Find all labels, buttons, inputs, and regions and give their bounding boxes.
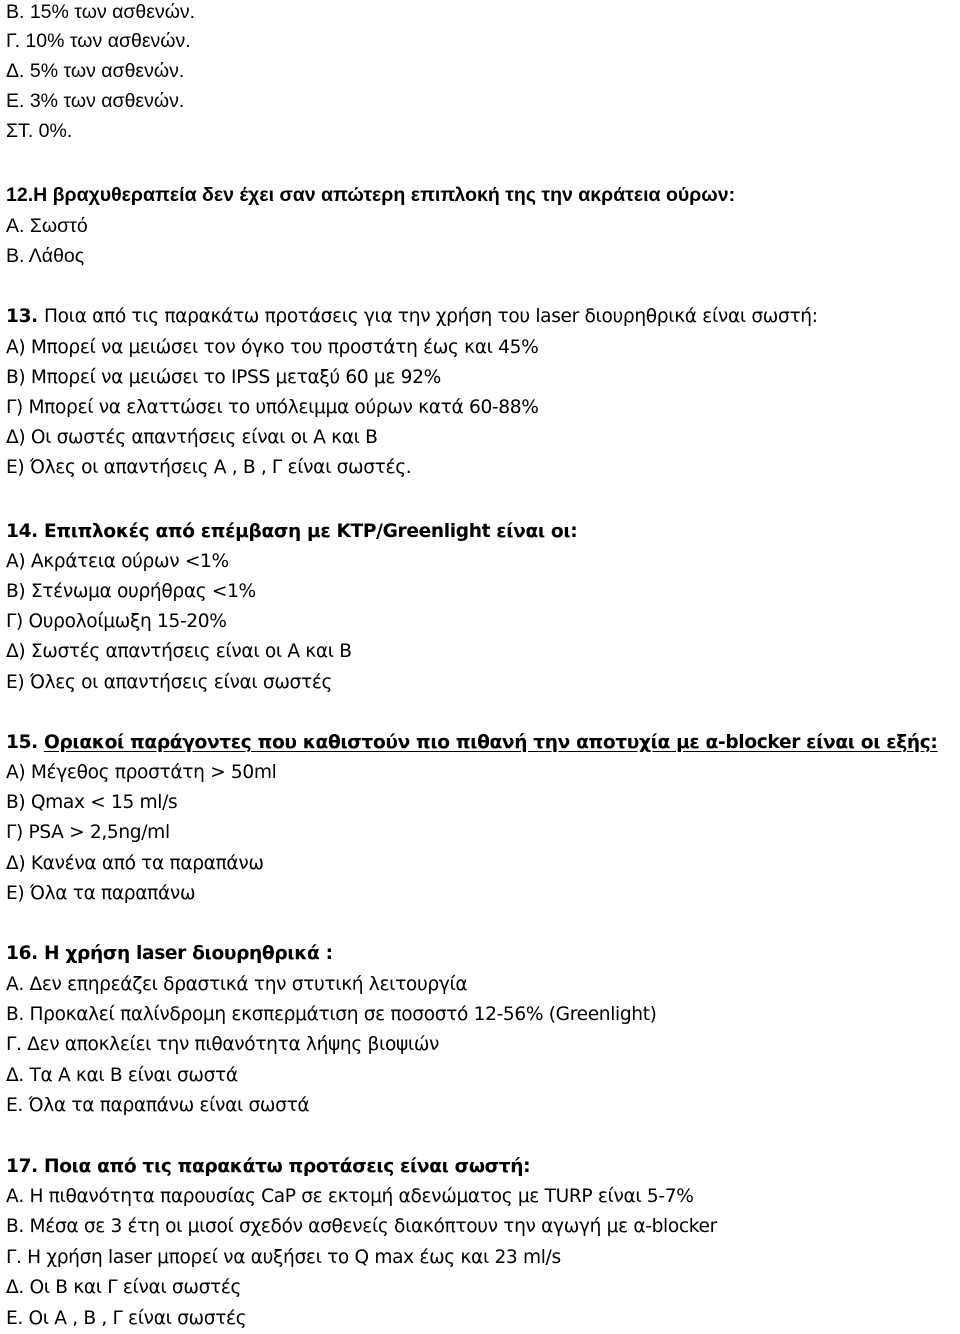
- answer-line: [6, 1246, 561, 1270]
- answer-line: [6, 0, 195, 24]
- answer-text: Ε) Όλα τα παραπάνω: [6, 883, 196, 904]
- answer-line: [6, 882, 195, 906]
- answer-text: Β. Λάθος: [6, 245, 85, 267]
- answer-line: [6, 1094, 309, 1118]
- answer-line: [6, 821, 170, 845]
- question-heading: [6, 1155, 530, 1179]
- answer-line: [6, 119, 72, 143]
- answer-text: Ε. Οι Α , Β , Γ είναι σωστές: [6, 1308, 247, 1329]
- answer-text: Γ) Ουρολοίμωξη 15-20%: [6, 611, 227, 632]
- question-text: Η βραχυθεραπεία δεν έχει σαν απώτερη επιπλοκή της την ακράτεια ούρων:: [33, 184, 736, 206]
- answer-text: Β. Προκαλεί παλίνδρομη εκσπερμάτιση σε ποσοστό 12-56% (Greenlight): [6, 1004, 657, 1025]
- answer-line: [6, 1185, 694, 1209]
- answer-line: [6, 366, 441, 390]
- answer-line: [6, 59, 184, 83]
- answer-line: [6, 336, 538, 360]
- answer-line: [6, 671, 332, 695]
- question-heading: [6, 731, 938, 755]
- answer-text: Β) Μπορεί να μειώσει το IPSS μεταξύ 60 με 92%: [6, 367, 441, 388]
- question-heading: [6, 305, 818, 329]
- question-number: 14.: [6, 521, 45, 542]
- answer-line: [6, 244, 84, 268]
- answer-line: [6, 640, 352, 664]
- answer-line: [6, 1033, 439, 1057]
- question-number: 15.: [6, 732, 45, 753]
- answer-text: Γ. 10% των ασθενών.: [6, 30, 191, 52]
- question-number: 16.: [6, 943, 45, 964]
- answer-text: Δ) Οι σωστές απαντήσεις είναι οι Α και Β: [6, 427, 378, 448]
- question-number: 12.: [6, 184, 34, 206]
- answer-text: ΣΤ. 0%.: [6, 120, 73, 142]
- answer-text: Α. Δεν επηρεάζει δραστικά την στυτική λειτουργία: [6, 974, 468, 995]
- answer-line: [6, 1276, 241, 1300]
- answer-text: Ε) Όλες οι απαντήσεις Α , Β , Γ είναι σωστές.: [6, 457, 412, 478]
- question-text: Η χρήση laser διουρηθρικά :: [44, 943, 333, 964]
- question-text: Επιπλοκές από επέμβαση με KTP/Greenlight είναι οι:: [44, 521, 578, 542]
- answer-text: Α. Η πιθανότητα παρουσίας CaP σε εκτομή αδενώματος με TURP είναι 5-7%: [6, 1186, 694, 1207]
- answer-line: [6, 29, 191, 53]
- answer-line: [6, 761, 276, 785]
- answer-line: [6, 214, 88, 238]
- question-text: Οριακοί παράγοντες που καθιστούν πιο πιθανή την αποτυχία με α-blocker είναι οι εξής:: [44, 732, 938, 753]
- answer-line: [6, 580, 256, 604]
- answer-text: Δ. Οι Β και Γ είναι σωστές: [6, 1277, 242, 1298]
- answer-line: [6, 1064, 238, 1088]
- question-heading: [6, 520, 577, 544]
- answer-text: Β. 15% των ασθενών.: [6, 1, 196, 23]
- answer-text: Α) Μέγεθος προστάτη > 50ml: [6, 762, 277, 783]
- answer-text: Ε. 3% των ασθενών.: [6, 90, 185, 112]
- answer-line: [6, 1215, 717, 1239]
- answer-line: [6, 1307, 246, 1331]
- answer-text: Ε. Όλα τα παραπάνω είναι σωστά: [6, 1095, 310, 1116]
- answer-text: Δ. Τα Α και Β είναι σωστά: [6, 1065, 238, 1086]
- answer-text: Α. Σωστό: [6, 215, 88, 237]
- answer-text: Γ) Μπορεί να ελαττώσει το υπόλειμμα ούρων κατά 60-88%: [6, 397, 539, 418]
- answer-text: Β) Qmax < 15 ml/s: [6, 792, 178, 813]
- answer-text: Γ) PSA > 2,5ng/ml: [6, 822, 170, 843]
- answer-text: Γ. Η χρήση laser μπορεί να αυξήσει το Q max έως και 23 ml/s: [6, 1247, 561, 1268]
- answer-line: [6, 426, 378, 450]
- question-text: Ποια από τις παρακάτω προτάσεις για την χρήση του laser διουρηθρικά είναι σωστή:: [44, 306, 818, 327]
- answer-line: [6, 456, 411, 480]
- answer-text: Δ) Σωστές απαντήσεις είναι οι Α και Β: [6, 641, 352, 662]
- answer-line: [6, 852, 264, 876]
- question-number: 13.: [6, 306, 45, 327]
- answer-line: [6, 610, 227, 634]
- answer-text: Β. Μέσα σε 3 έτη οι μισοί σχεδόν ασθενείς διακόπτουν την αγωγή με α-blocker: [6, 1216, 717, 1237]
- answer-text: Δ. 5% των ασθενών.: [6, 60, 185, 82]
- answer-text: Γ. Δεν αποκλείει την πιθανότητα λήψης βιοψιών: [6, 1034, 440, 1055]
- answer-text: Δ) Κανένα από τα παραπάνω: [6, 853, 264, 874]
- answer-line: [6, 89, 184, 113]
- answer-line: [6, 396, 539, 420]
- answer-line: [6, 973, 467, 997]
- answer-text: Α) Μπορεί να μειώσει τον όγκο του προστάτη έως και 45%: [6, 337, 539, 358]
- question-text: Ποια από τις παρακάτω προτάσεις είναι σωστή:: [44, 1156, 531, 1177]
- question-number: 17.: [6, 1156, 45, 1177]
- answer-text: Ε) Όλες οι απαντήσεις είναι σωστές: [6, 672, 333, 693]
- answer-text: Α) Ακράτεια ούρων <1%: [6, 551, 229, 572]
- answer-line: [6, 1003, 657, 1027]
- question-heading: [6, 942, 333, 966]
- answer-line: [6, 550, 229, 574]
- answer-line: [6, 791, 177, 815]
- question-heading: [6, 183, 735, 207]
- answer-text: Β) Στένωμα ουρήθρας <1%: [6, 581, 256, 602]
